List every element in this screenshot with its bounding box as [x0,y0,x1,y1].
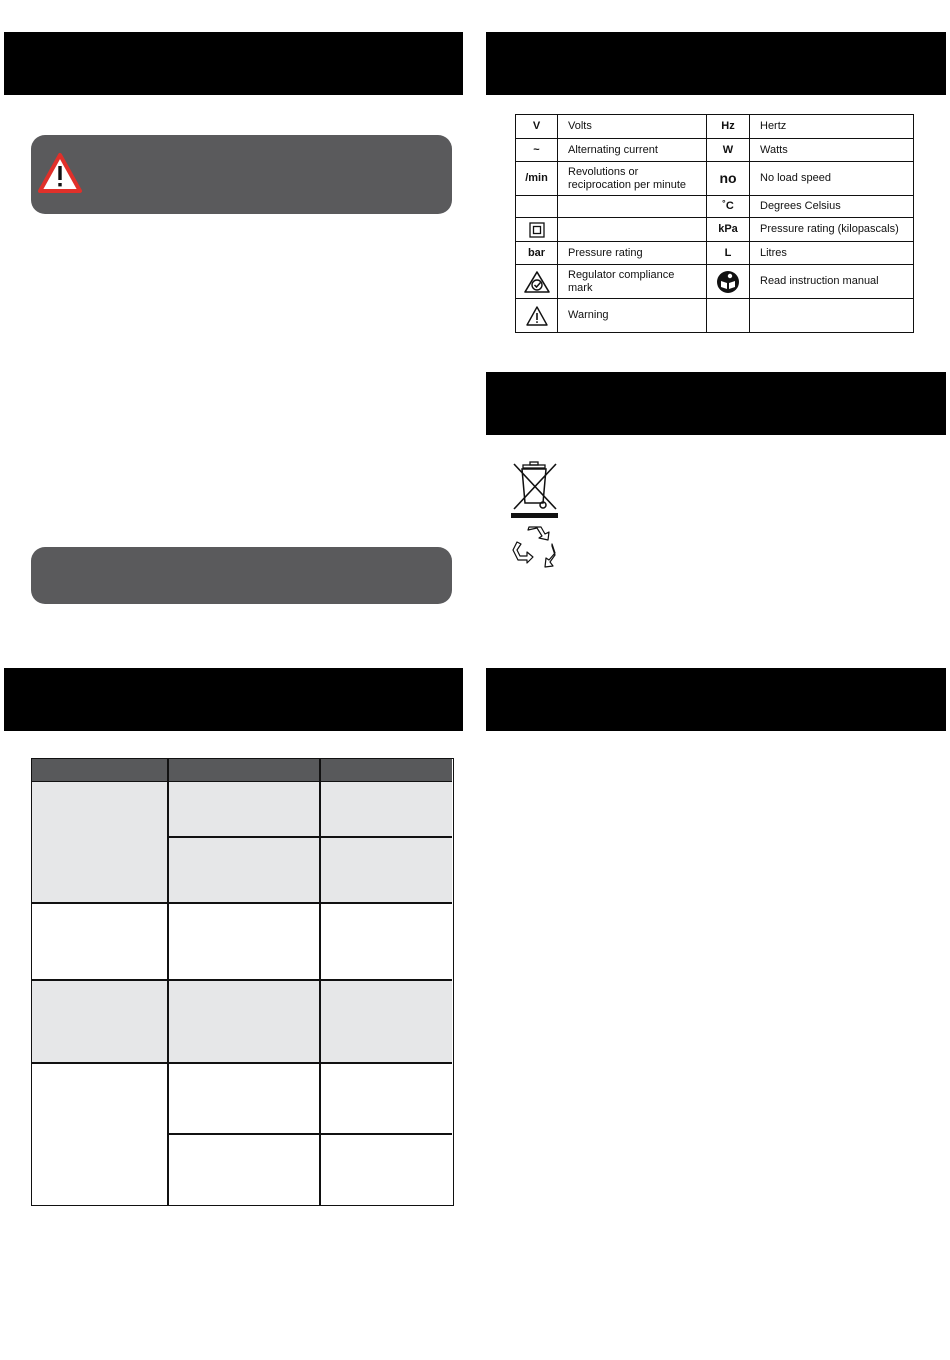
row-divider [32,979,452,981]
table-header [32,759,452,782]
row-divider [32,902,452,904]
symbol-cell [516,299,558,333]
sub-row-divider [167,1133,452,1135]
table-row [516,299,914,333]
description-cell: Regulator compliance mark [558,265,707,299]
description-cell: Pressure rating [558,242,707,265]
symbol-cell: V [516,115,558,139]
description-cell: Warning [558,299,707,333]
shaded-row-group [32,782,452,902]
description-cell: Pressure rating (kilopascals) [750,218,914,242]
section-header-environment [486,372,946,435]
troubleshooting-table [31,758,454,1206]
symbol-cell [516,196,558,218]
description-cell: No load speed [750,162,914,196]
shaded-row-group [32,980,452,1063]
warning-callout [31,135,452,214]
symbol-cell: ~ [516,139,558,162]
symbol-cell: W [707,139,750,162]
table-row [516,218,914,242]
warning-triangle-icon [525,305,549,327]
section-header-troubleshooting [4,668,463,731]
crossed-bin-icon [510,461,560,519]
row-divider [32,1062,452,1064]
description-cell [750,299,914,333]
description-cell: Hertz [750,115,914,139]
symbol-cell [516,218,558,242]
double-insulation-icon [529,222,545,238]
symbol-cell: ˚C [707,196,750,218]
description-cell: Volts [558,115,707,139]
table-row [516,196,914,218]
symbol-cell: Hz [707,115,750,139]
no-load-speed-symbol [707,162,750,196]
warning-triangle-icon [37,152,83,194]
table-row [516,162,914,196]
symbol-cell: bar [516,242,558,265]
symbol-cell [707,299,750,333]
table-row [516,265,914,299]
sub-row-divider [167,836,452,838]
description-cell: Revolutions or reciprocation per minute [558,162,707,196]
section-header-symbols [486,32,946,95]
column-divider [167,759,169,1205]
recycle-icon [511,524,557,570]
symbol-cell: kPa [707,218,750,242]
description-cell: Watts [750,139,914,162]
rcm-icon [523,270,551,294]
table-row [516,139,914,162]
description-cell [558,218,707,242]
read-manual-icon [716,270,740,294]
symbol-cell: L [707,242,750,265]
table-row [516,115,914,139]
description-cell: Litres [750,242,914,265]
symbol-cell [516,265,558,299]
symbols-table [515,114,914,333]
note-callout [31,547,452,604]
column-divider [319,759,321,1205]
description-cell: Read instruction manual [750,265,914,299]
symbol-text: no [719,170,737,186]
section-header-right-bottom [486,668,946,731]
section-header-left-top [4,32,463,95]
symbol-cell [707,265,750,299]
description-cell [558,196,707,218]
symbol-cell: /min [516,162,558,196]
description-cell: Degrees Celsius [750,196,914,218]
description-cell: Alternating current [558,139,707,162]
table-row [516,242,914,265]
